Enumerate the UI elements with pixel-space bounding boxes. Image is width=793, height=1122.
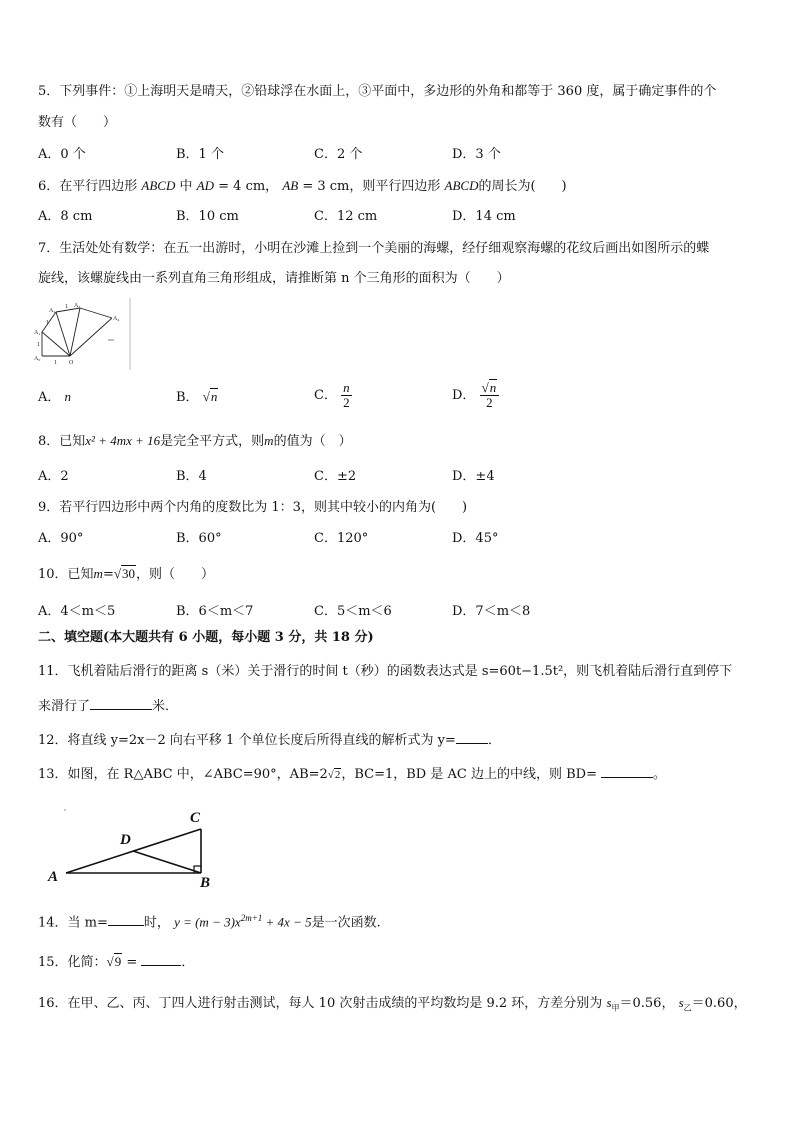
q10-stem: 10．已知m=√30，则（ ）	[38, 566, 214, 582]
q6-suffix: 的周长为( )	[478, 179, 567, 194]
q7-option-a: A． n	[38, 389, 72, 405]
q9-option-a: A．90°	[38, 531, 84, 546]
q6-eq2: = 3 cm，则平行四边形	[298, 179, 441, 194]
q14-answer-blank	[108, 912, 144, 926]
q12-answer-blank	[456, 730, 488, 744]
q8-option-d: D．±4	[452, 469, 495, 484]
label-a4: A₄	[113, 316, 120, 322]
q7-option-b: B． √n	[176, 389, 218, 405]
q15-stem: 15．化简：√9 = ．	[38, 954, 195, 970]
q6-ab: AB	[282, 178, 299, 193]
label-side-1c: 1	[46, 320, 49, 326]
q14-stem: 14．当 m= 时， $y = (m - 3)x^{2m+1} + 4x - 5$是一次函数.	[38, 913, 381, 931]
q5-stem-line2: 数有（ ）	[38, 115, 117, 130]
q12-stem: 12．将直线 y=2x－2 向右平移 1 个单位长度后所得直线的解析式为 y= ．	[38, 730, 501, 750]
q6-option-c: C．12 cm	[314, 209, 378, 224]
q10-option-c: C．5＜m＜6	[314, 604, 392, 619]
label-o: O	[69, 360, 74, 366]
label-vertex-c: C	[190, 810, 201, 826]
q5-stem-line1: 5．下列事件：①上海明天是晴天，②铅球浮在水面上，③平面中，多边形的外角和都等于 360 度，属于确定事件的个	[38, 84, 717, 99]
q10-option-b: B．6＜m＜7	[176, 604, 254, 619]
q10-option-d: D．7＜m＜8	[452, 604, 531, 619]
section-heading: 二、填空题(本大题共有 6 小题，每小题 3 分，共 18 分)	[38, 630, 374, 645]
q5-option-c: C．2 个	[314, 147, 363, 162]
q5-option-a: A．0 个	[38, 147, 86, 162]
q6-mid: 中	[179, 179, 193, 194]
label-side-1a: 1	[54, 360, 57, 366]
q6-abcd: ABCD	[141, 178, 176, 193]
q5-option-b: B．1 个	[176, 147, 224, 162]
q10-option-a: A．4＜m＜5	[38, 604, 116, 619]
label-a0: A₀	[34, 356, 41, 362]
label-side-1d: 1	[65, 304, 68, 310]
label-side-1b: 1	[37, 342, 40, 348]
q6-abcd2: ABCD	[444, 178, 479, 193]
q13-answer-blank	[601, 764, 653, 778]
q13-stem: 13．如图，在 R△ABC 中，∠ABC=90°，AB=2√2，BC=1，BD 是 AC 边上的中线，则 BD= 。	[38, 764, 666, 784]
q9-stem: 9．若平行四边形中两个内角的度数比为 1：3，则其中较小的内角为( )	[38, 500, 468, 515]
q11-stem-line1: 11．飞机着陆后滑行的距离 s（米）关于滑行的时间 t（秒）的函数表达式是 s=60t−1.5t²，则飞机着陆后滑行直到停下	[38, 664, 733, 679]
q7-option-c: C． $\frac{n}{2}$	[314, 380, 350, 410]
q6-eq1: = 4 cm，	[214, 179, 279, 194]
q11-stem-line2: 来滑行了 米．	[38, 696, 178, 716]
q6-prefix: 6．在平行四边形	[38, 179, 138, 194]
q9-option-d: D．45°	[452, 531, 499, 546]
q5-option-d: D．3 个	[452, 147, 501, 162]
q9-option-c: C．120°	[314, 531, 369, 546]
label-a1: A₁	[34, 330, 41, 336]
label-vertex-b: B	[200, 875, 211, 891]
triangle-figure	[44, 802, 219, 894]
q7-stem-line1: 7．生活处处有数学：在五一出游时，小明在沙滩上捡到一个美丽的海螺，经仔细观察海螺的花纹后画出如图所示的蝶	[38, 241, 710, 256]
q8-expression: x² + 4mx + 16	[85, 433, 161, 448]
q7-option-d: D． $\frac{√n}{2}$	[452, 381, 499, 410]
q6-option-d: D．14 cm	[452, 209, 516, 224]
q8-stem: 8．已知x² + 4mx + 16是完全平方式，则m的值为（ ）	[38, 433, 352, 449]
q15-answer-blank	[141, 952, 181, 966]
q8-option-c: C．±2	[314, 469, 357, 484]
q11-answer-blank	[90, 696, 152, 710]
q9-option-b: B．60°	[176, 531, 222, 546]
label-vertex-a: A	[48, 869, 59, 885]
spiral-figure	[34, 298, 134, 370]
q6-option-b: B．10 cm	[176, 209, 239, 224]
q8-option-b: B．4	[176, 469, 207, 484]
q7-stem-line2: 旋线，该螺旋线由一系列直角三角形组成，请推断第 n 个三角形的面积为（ ）	[38, 271, 510, 286]
q6-stem	[38, 177, 567, 196]
q16-stem: 16．在甲、乙、丙、丁四人进行射击测试，每人 10 次射击成绩的平均数均是 9.2 环，方差分别为 $s_甲=0.56$， $s_乙=0.60$，	[38, 995, 747, 1013]
label-a2: A₂	[49, 308, 56, 314]
q6-option-a: A．8 cm	[38, 209, 93, 224]
q6-ad: AD	[196, 178, 215, 193]
q8-option-a: A．2	[38, 469, 69, 484]
label-a3: A₃	[74, 303, 81, 309]
label-point-d: D	[120, 832, 131, 848]
